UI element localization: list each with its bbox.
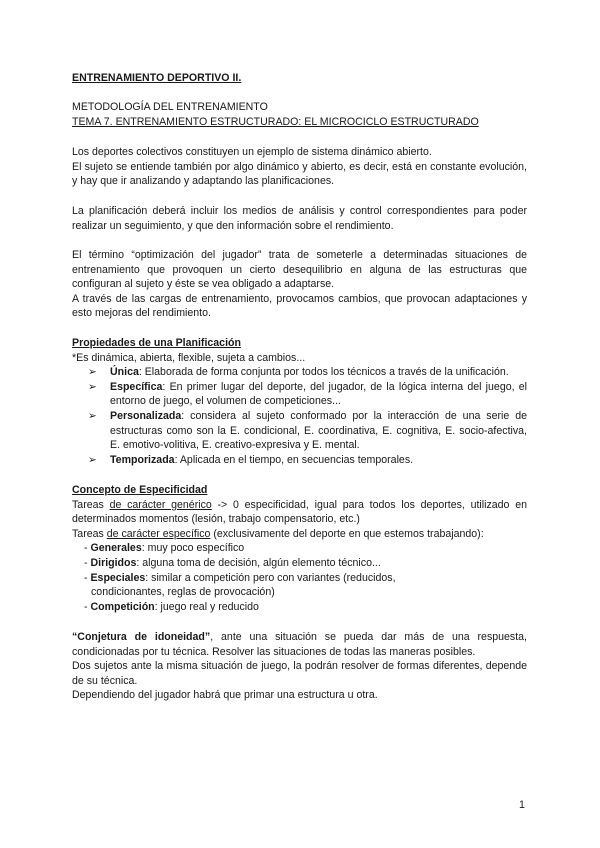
- list-item-text: : En primer lugar del deporte, del jugador, de la lógica interna del juego, el entorno de juego, el volumen de competiciones...: [110, 380, 527, 408]
- generico-term: de carácter genérico: [109, 498, 212, 511]
- document-subtitle: METODOLOGÍA DEL ENTRENAMIENTO: [72, 101, 268, 113]
- especifico-text: (exclusivamente del deporte en que estemos trabajando):: [210, 527, 484, 540]
- list-dash: -: [84, 571, 91, 584]
- list-item: [72, 600, 452, 615]
- list-item-text: : muy poco específico: [141, 542, 245, 555]
- conjetura-paragraph: [72, 630, 527, 659]
- especificidad-section: [72, 483, 527, 614]
- list-item-text: : juego real y reducido: [154, 600, 259, 613]
- document-topic: TEMA 7. ENTRENAMIENTO ESTRUCTURADO: EL MICROCICLO ESTRUCTURADO: [72, 116, 479, 128]
- cargas-paragraph: A través de las cargas de entrenamiento, provocamos cambios, que provocan adaptaciones y esto mejoras del rendimiento.: [72, 292, 527, 320]
- propiedades-heading: Propiedades de una Planificación: [72, 337, 241, 349]
- list-item: [72, 541, 452, 556]
- list-item-term: Temporizada: [110, 453, 175, 466]
- list-item-term: Generales: [90, 542, 142, 555]
- list-item-term: Competición: [90, 600, 155, 613]
- list-item-text: : similar a competición pero con variantes (reducidos, condicionantes, reglas de provocación): [91, 571, 396, 599]
- optimizacion-paragraph: El término “optimización del jugador” trata de someterle a determinadas situaciones de entrenamiento que provoquen un cierto desequilibrio en alguna de las estructuras que configuran al sujeto y éste se vea obligado a adaptarse.: [72, 249, 527, 291]
- arrow-bullet-icon: ➢: [88, 409, 97, 422]
- generico-prefix: Tareas: [72, 498, 110, 511]
- especifico-prefix: Tareas: [72, 527, 107, 540]
- list-item-text: : Aplicada en el tiempo, en secuencias temporales.: [174, 453, 414, 466]
- arrow-bullet-icon: ➢: [88, 366, 97, 379]
- propiedades-section: [72, 336, 527, 467]
- list-item-term: Personalizada: [110, 409, 182, 422]
- propiedades-lead: *Es dinámica, abierta, flexible, sujeta a cambios...: [72, 351, 306, 364]
- list-item: [72, 556, 452, 571]
- planificacion-paragraph: La planificación deberá incluir los medios de análisis y control correspondientes para poder realizar un seguimiento, y que den información sobre el rendimiento.: [72, 205, 527, 232]
- intro-section: [72, 145, 527, 189]
- especifico-paragraph: [72, 527, 527, 542]
- conjetura-paragraph-3: Dependiendo del jugador habrá que primar una estructura u otra.: [72, 689, 378, 702]
- list-item-term: Única: [110, 366, 139, 379]
- intro-paragraph-2: El sujeto se entiende también por algo dinámico y abierto, es decir, está en constante evolución, y hay que ir analizando y adaptando las planificaciones.: [72, 160, 527, 188]
- propiedades-list: [72, 365, 527, 467]
- list-item: [72, 380, 527, 409]
- list-item: [72, 365, 527, 380]
- list-item-term: Específica: [110, 380, 163, 393]
- list-item: [72, 571, 452, 600]
- especificidad-list: [72, 541, 452, 614]
- intro-paragraph-1: Los deportes colectivos constituyen un ejemplo de sistema dinámico abierto.: [72, 146, 432, 158]
- list-item-text: : considera al sujeto conformado por la interacción de una serie de estructuras como son la E. condicional, E. coordinativa, E. cognitiva, E. socio-afectiva, E. emotivo-volitiva, E. creativo-expresiva y E. mental.: [110, 409, 527, 452]
- arrow-bullet-icon: ➢: [88, 453, 97, 466]
- arrow-bullet-icon: ➢: [88, 380, 97, 393]
- conjetura-term: “Conjetura de idoneidad”: [72, 631, 211, 643]
- list-item: [72, 409, 527, 453]
- list-dash: -: [84, 542, 91, 555]
- list-dash: -: [84, 600, 91, 613]
- conjetura-paragraph-2: Dos sujetos ante la misma situación de juego, la podrán resolver de formas diferentes, depende de su técnica.: [72, 660, 527, 687]
- list-item-term: Especiales: [90, 571, 146, 584]
- list-item-term: Dirigidos: [90, 556, 137, 569]
- optimizacion-section: [72, 248, 527, 321]
- especifico-term: de carácter específico: [106, 527, 211, 540]
- generico-text: -> 0 especificidad, igual para todos los deportes, utilizado en determinados momentos (lesión, trabajo compensatorio, etc.): [72, 498, 527, 526]
- list-item: [72, 453, 527, 468]
- generico-paragraph: [72, 498, 527, 527]
- list-item-text: : Elaborada de forma conjunta por todos los técnicos a través de la unificación.: [138, 366, 509, 379]
- page-number: 1: [519, 799, 525, 811]
- list-dash: -: [84, 556, 91, 569]
- especificidad-heading: Concepto de Especificidad: [72, 484, 208, 496]
- list-item-text: : alguna toma de decisión, algún elemento técnico...: [136, 556, 381, 569]
- document-title: ENTRENAMIENTO DEPORTIVO II.: [72, 72, 242, 84]
- conjetura-text: , ante una situación se pueda dar más de una respuesta, condicionadas por tu técnica. Resolver las situaciones de todas las maneras posibles.: [72, 631, 527, 658]
- conjetura-section: [72, 630, 527, 703]
